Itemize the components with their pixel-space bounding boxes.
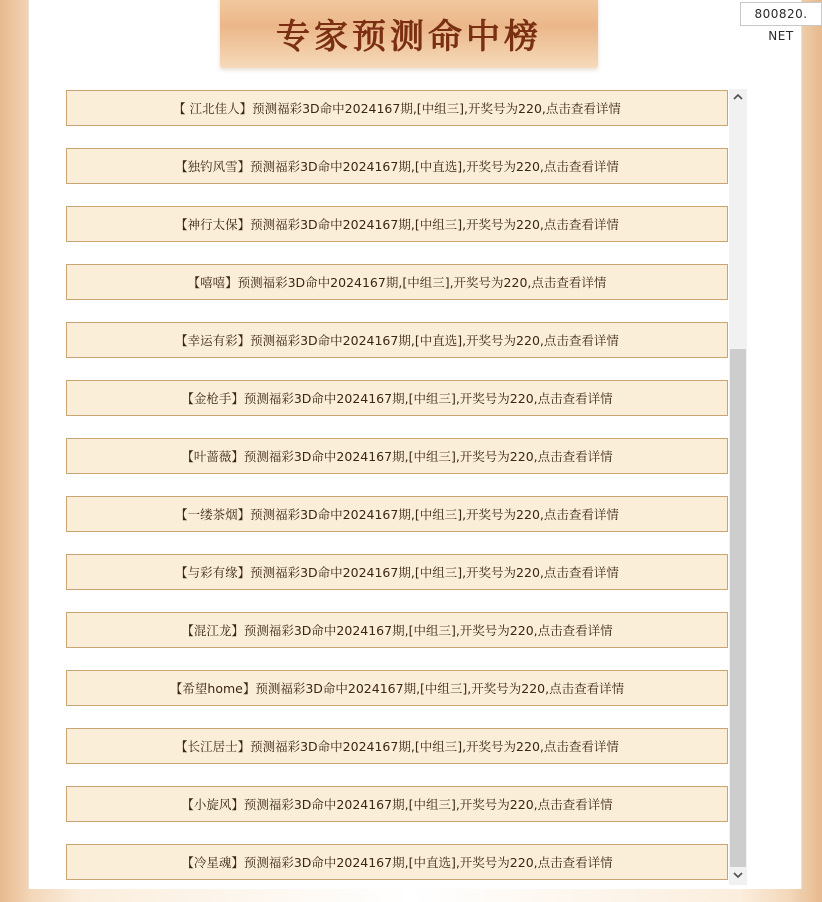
list-item[interactable]: 【叶蔷薇】预测福彩3D命中2024167期,[中组三],开奖号为220,点击查看详情 — [66, 438, 728, 474]
list-item[interactable]: 【希望home】预测福彩3D命中2024167期,[中组三],开奖号为220,点击查看详情 — [66, 670, 728, 706]
scrollbar-thumb[interactable] — [730, 349, 746, 867]
list-item[interactable]: 【小旋风】预测福彩3D命中2024167期,[中组三],开奖号为220,点击查看详情 — [66, 786, 728, 822]
list-item[interactable]: 【长江居士】预测福彩3D命中2024167期,[中组三],开奖号为220,点击查看详情 — [66, 728, 728, 764]
list-item[interactable]: 【幸运有彩】预测福彩3D命中2024167期,[中直选],开奖号为220,点击查看详情 — [66, 322, 728, 358]
list-item[interactable]: 【混江龙】预测福彩3D命中2024167期,[中组三],开奖号为220,点击查看详情 — [66, 612, 728, 648]
page-title: 专家预测命中榜 — [276, 16, 542, 57]
prediction-list — [66, 90, 728, 902]
list-item[interactable]: 【 江北佳人】预测福彩3D命中2024167期,[中组三],开奖号为220,点击查看详情 — [66, 90, 728, 126]
chevron-down-icon — [733, 871, 743, 882]
vertical-scrollbar[interactable] — [729, 89, 747, 885]
list-item[interactable]: 【金枪手】预测福彩3D命中2024167期,[中组三],开奖号为220,点击查看详情 — [66, 380, 728, 416]
site-watermark: 800820. NET — [740, 2, 822, 26]
scroll-up-button[interactable] — [729, 89, 747, 106]
list-item[interactable]: 【嘻嘻】预测福彩3D命中2024167期,[中组三],开奖号为220,点击查看详情 — [66, 264, 728, 300]
list-item[interactable]: 【独钓风雪】预测福彩3D命中2024167期,[中直选],开奖号为220,点击查看详情 — [66, 148, 728, 184]
list-item[interactable]: 【神行太保】预测福彩3D命中2024167期,[中组三],开奖号为220,点击查看详情 — [66, 206, 728, 242]
chevron-up-icon — [733, 92, 743, 103]
list-item[interactable]: 【与彩有缘】预测福彩3D命中2024167期,[中组三],开奖号为220,点击查看详情 — [66, 554, 728, 590]
title-banner — [220, 0, 598, 68]
list-item[interactable]: 【冷星魂】预测福彩3D命中2024167期,[中直选],开奖号为220,点击查看详情 — [66, 844, 728, 880]
scroll-down-button[interactable] — [729, 868, 747, 885]
list-item[interactable]: 【一缕茶烟】预测福彩3D命中2024167期,[中组三],开奖号为220,点击查看详情 — [66, 496, 728, 532]
